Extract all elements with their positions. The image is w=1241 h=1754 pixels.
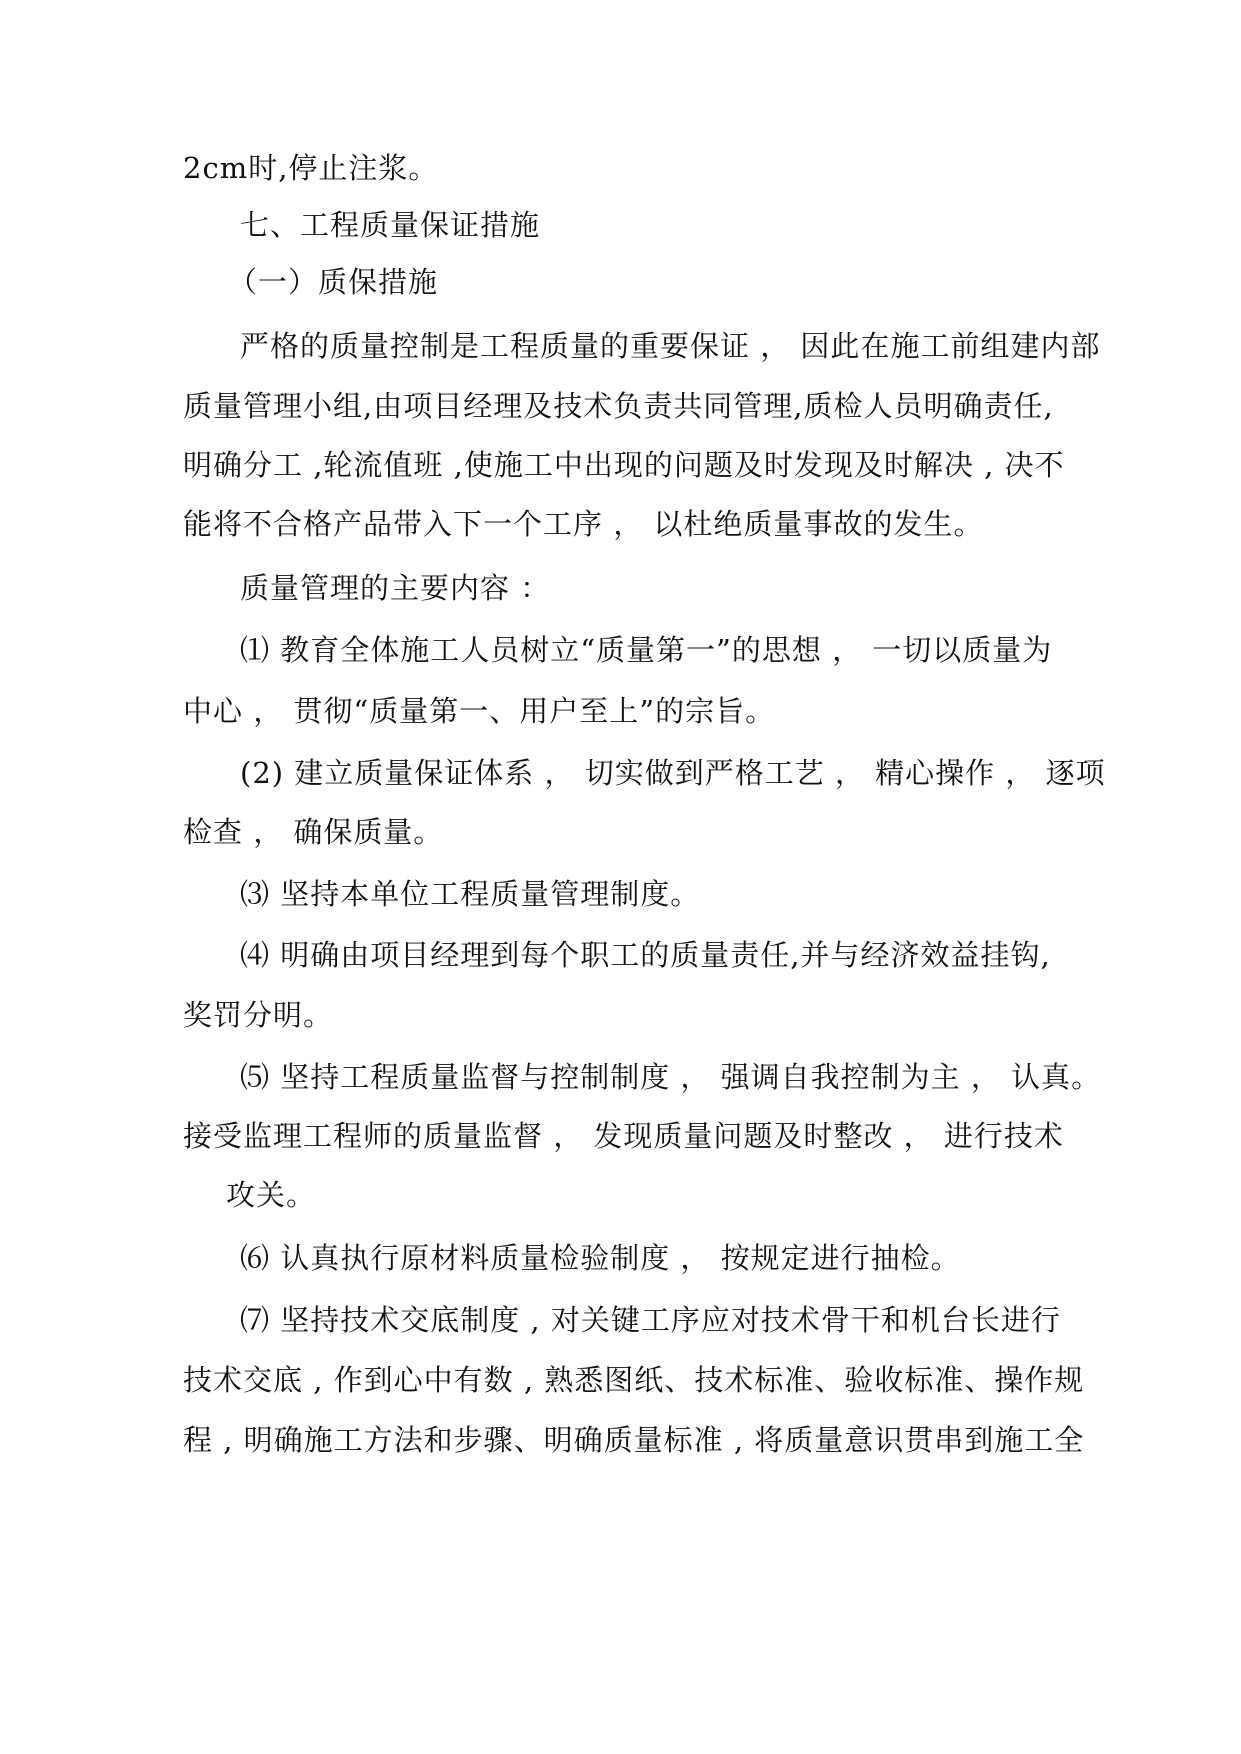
subsection-heading: （一）质保措施 [228, 265, 439, 299]
list-item-continuation: 接受监理工程师的质量监督 ， 发现质量问题及时整改 ， 进行技术 [183, 1119, 1064, 1153]
list-item: ⑺ 坚持技术交底制度 , 对关键工序应对技术骨干和机台长进行 [240, 1303, 1061, 1337]
section-heading: 七、工程质量保证措施 [240, 208, 541, 242]
paragraph-line: 能将不合格产品带入下一个工序 ， 以杜绝质量事故的发生。 [183, 507, 984, 541]
list-item-continuation: 攻关。 [226, 1178, 317, 1212]
list-item-continuation: 中心 ， 贯彻“质量第一、用户至上”的宗旨。 [183, 694, 776, 728]
paragraph-line: 严格的质量控制是工程质量的重要保证 ， 因此在施工前组建内部 [240, 329, 1101, 363]
list-item: ⑴ 教育全体施工人员树立“质量第一”的思想 ， 一切以质量为 [240, 633, 1053, 667]
list-item: ⑷ 明确由项目经理到每个职工的质量责任,并与经济效益挂钩, [240, 938, 1051, 972]
list-item-continuation: 奖罚分明。 [183, 998, 334, 1032]
paragraph-line: 质量管理的主要内容 ： [240, 571, 551, 605]
list-item-continuation: 程 , 明确施工方法和步骤、明确质量标准 , 将质量意识贯串到施工全 [183, 1423, 1085, 1457]
list-item-continuation: 检查 ， 确保质量。 [183, 815, 444, 849]
list-item-continuation: 技术交底 , 作到心中有数 , 熟悉图纸、技术标准、验收标准、操作规 [183, 1363, 1085, 1397]
paragraph-line: 明确分工 ,轮流值班 ,使施工中出现的问题及时发现及时解决 , 决不 [183, 448, 1065, 482]
paragraph-line: 2cm时,停止注浆。 [183, 151, 439, 185]
paragraph-line: 质量管理小组,由项目经理及技术负责共同管理,质检人员明确责任, [183, 389, 1054, 423]
list-item: ⑸ 坚持工程质量监督与控制制度 ， 强调自我控制为主 ， 认真。 [240, 1060, 1102, 1094]
list-item: (2) 建立质量保证体系 ， 切实做到严格工艺 ， 精心操作 ， 逐项 [240, 756, 1106, 790]
list-item: ⑹ 认真执行原材料质量检验制度 ， 按规定进行抽检。 [240, 1241, 961, 1275]
list-item: ⑶ 坚持本单位工程质量管理制度。 [240, 877, 701, 911]
